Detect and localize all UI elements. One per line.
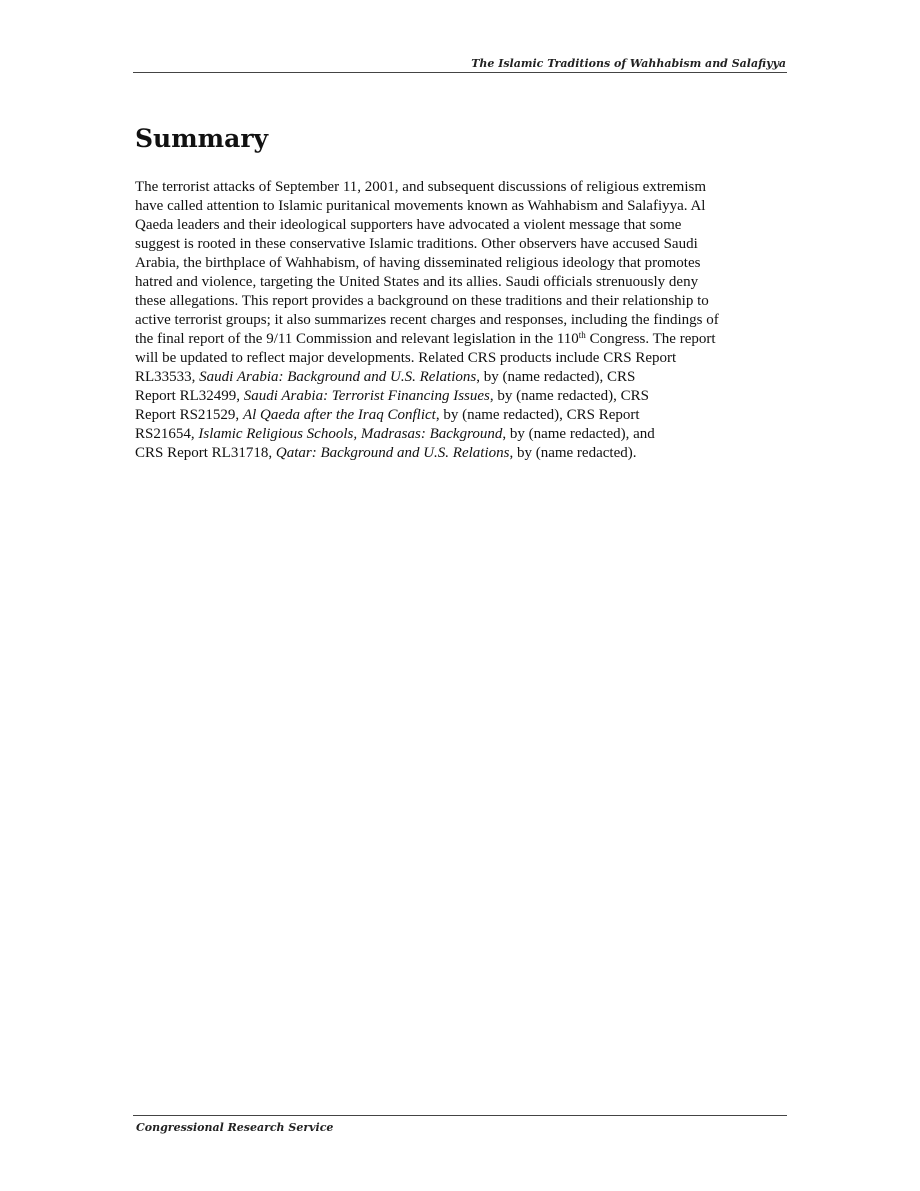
summary-line — [135, 425, 790, 444]
report-title-rl32499: Saudi Arabia: Terrorist Financing Issues — [243, 388, 490, 404]
summary-text: , by (name redacted). — [509, 445, 637, 461]
running-header-title: The Islamic Traditions of Wahhabism and Salafiyya — [471, 57, 786, 70]
report-title-rs21529: Al Qaeda after the Iraq Conflict — [242, 407, 436, 423]
summary-text: , by (name redacted), CRS — [489, 388, 650, 404]
summary-line: suggest is rooted in these conservative Islamic traditions. Other observers have accused Saudi — [135, 236, 698, 252]
summary-line: hatred and violence, targeting the United States and its allies. Saudi officials strenuously deny — [135, 274, 699, 290]
summary-text: , by (name redacted), CRS — [476, 369, 636, 385]
footer-organization: Congressional Research Service — [136, 1121, 334, 1134]
summary-text: RS21654, — [135, 426, 199, 442]
summary-line: have called attention to Islamic puritanical movements known as Wahhabism and Salafiyya. Al — [135, 198, 706, 214]
summary-line — [135, 387, 790, 406]
summary-line: Arabia, the birthplace of Wahhabism, of having disseminated religious ideology that promotes — [135, 255, 701, 271]
summary-paragraph — [135, 178, 790, 463]
summary-line — [135, 444, 790, 463]
summary-line — [135, 406, 790, 425]
summary-line — [135, 330, 790, 349]
summary-line: will be updated to reflect major developments. Related CRS products include CRS Report — [135, 350, 677, 366]
summary-text: Report RL32499, — [135, 388, 244, 404]
summary-text: Congress. The report — [585, 331, 716, 347]
page-title: Summary — [135, 124, 269, 153]
footer-divider — [133, 1115, 787, 1116]
summary-text: , by (name redacted), and — [502, 426, 655, 442]
summary-text: the final report of the 9/11 Commission and relevant legislation in the 110 — [135, 331, 579, 347]
summary-line: Qaeda leaders and their ideological supporters have advocated a violent message that some — [135, 217, 682, 233]
summary-text: CRS Report RL31718, — [135, 445, 276, 461]
summary-text: Report RS21529, — [135, 407, 243, 423]
summary-line: The terrorist attacks of September 11, 2001, and subsequent discussions of religious extremism — [135, 179, 706, 195]
summary-line — [135, 368, 790, 387]
report-title-rl33533: Saudi Arabia: Background and U.S. Relations — [199, 369, 477, 385]
ordinal-suffix: th — [578, 330, 586, 340]
report-title-rs21654: Islamic Religious Schools, Madrasas: Background — [198, 426, 503, 442]
summary-text: RL33533, — [135, 369, 200, 385]
summary-line: these allegations. This report provides a background on these traditions and their relationship to — [135, 293, 709, 309]
summary-line: active terrorist groups; it also summarizes recent charges and responses, including the findings of — [135, 312, 719, 328]
header-divider — [133, 72, 787, 73]
report-title-rl31718: Qatar: Background and U.S. Relations — [275, 445, 510, 461]
summary-text: , by (name redacted), CRS Report — [435, 407, 640, 423]
